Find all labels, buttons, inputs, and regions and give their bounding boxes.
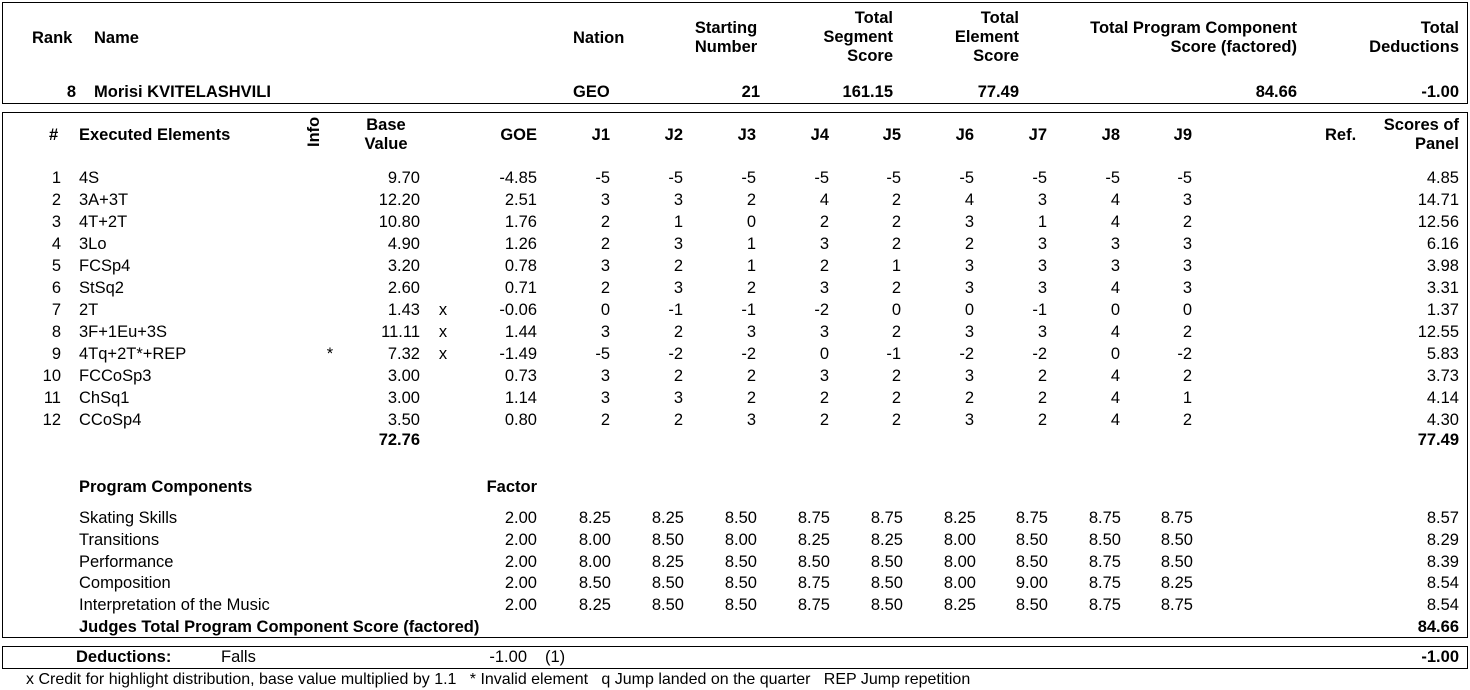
- component-row: [0, 553, 1470, 575]
- elements-score-total: 77.49: [1417, 431, 1459, 449]
- element-judge-6: 2: [964, 389, 974, 407]
- element-judge-4: 2: [819, 213, 829, 231]
- judge-header-9: J9: [1173, 126, 1192, 144]
- component-judge-2: 8.25: [651, 552, 684, 571]
- deduction-type: Falls: [221, 648, 256, 666]
- component-judge-4: 8.50: [797, 552, 830, 571]
- element-judge-7: -2: [1032, 345, 1047, 363]
- element-goe: 0.78: [504, 257, 537, 275]
- element-name: CCoSp4: [79, 411, 142, 429]
- element-judge-7: 3: [1037, 191, 1047, 209]
- element-judge-3: 2: [746, 389, 756, 407]
- judge-header-2: J2: [664, 126, 683, 144]
- element-judge-2: 2: [673, 367, 683, 385]
- total-segment-score-value: 161.15: [842, 83, 893, 101]
- component-row: [0, 509, 1470, 531]
- component-judge-5: 8.50: [870, 552, 903, 571]
- element-judge-6: 0: [964, 301, 974, 319]
- element-judge-5: -1: [886, 345, 901, 363]
- component-judge-8: 8.75: [1088, 509, 1121, 527]
- component-row: [0, 596, 1470, 618]
- element-name: StSq2: [79, 279, 124, 297]
- element-judge-7: -1: [1032, 301, 1047, 319]
- element-info: *: [326, 345, 334, 363]
- element-judge-4: 3: [819, 235, 829, 253]
- element-judge-2: 3: [673, 235, 683, 253]
- component-judge-1: 8.25: [578, 596, 611, 615]
- judge-header-8: J8: [1101, 126, 1120, 144]
- component-judge-6: 8.00: [943, 552, 976, 571]
- factor-header: Factor: [486, 478, 537, 496]
- component-panel-score: 8.39: [1426, 552, 1459, 571]
- element-judge-7: -5: [1032, 169, 1047, 187]
- element-judge-9: 2: [1182, 323, 1192, 341]
- component-judge-9: 8.75: [1160, 509, 1193, 527]
- element-row: [0, 257, 1470, 279]
- name-header: Name: [94, 29, 139, 47]
- element-judge-3: -2: [741, 345, 756, 363]
- component-judge-5: 8.50: [870, 596, 903, 615]
- element-judge-6: 3: [964, 279, 974, 297]
- base-value-header: Base Value: [364, 116, 408, 153]
- total-pcs-header: Total Program Component Score (factored): [1090, 19, 1297, 56]
- element-judge-6: 3: [964, 411, 974, 429]
- total-element-score-value: 77.49: [977, 83, 1019, 101]
- component-judge-4: 8.75: [797, 574, 830, 593]
- element-judge-6: -2: [959, 345, 974, 363]
- judge-header-4: J4: [810, 126, 829, 144]
- element-judge-3: 2: [746, 279, 756, 297]
- element-name: 3Lo: [79, 235, 107, 253]
- element-base-value: 2.60: [387, 279, 420, 297]
- element-row: [0, 213, 1470, 235]
- element-judge-1: 2: [600, 411, 610, 429]
- element-number: 5: [51, 257, 61, 275]
- component-judge-7: 8.50: [1015, 552, 1048, 571]
- base-value-total: 72.76: [378, 431, 420, 449]
- element-row: [0, 279, 1470, 301]
- element-judge-5: 1: [891, 257, 901, 275]
- element-number: 1: [51, 169, 61, 187]
- deductions-label: Deductions:: [76, 648, 172, 666]
- component-judge-1: 8.25: [578, 509, 611, 527]
- element-judge-1: 3: [600, 191, 610, 209]
- element-number: 11: [43, 389, 61, 407]
- element-judge-1: 3: [600, 367, 610, 385]
- element-goe: 2.51: [504, 191, 537, 209]
- element-judge-9: 2: [1182, 411, 1192, 429]
- element-judge-4: 3: [819, 367, 829, 385]
- component-judge-9: 8.50: [1160, 530, 1193, 549]
- component-panel-score: 8.57: [1426, 509, 1459, 527]
- element-base-value: 10.80: [378, 213, 420, 231]
- element-base-value: 11.11: [381, 323, 420, 341]
- element-judge-8: 4: [1110, 213, 1120, 231]
- component-judge-3: 8.50: [724, 574, 757, 593]
- component-judge-9: 8.25: [1160, 574, 1193, 593]
- component-judge-1: 8.50: [578, 574, 611, 593]
- element-judge-5: 2: [891, 279, 901, 297]
- judge-header-3: J3: [737, 126, 756, 144]
- component-judge-8: 8.50: [1088, 530, 1121, 549]
- component-judge-5: 8.25: [870, 530, 903, 549]
- element-number: 12: [42, 411, 61, 429]
- element-judge-9: 3: [1182, 279, 1192, 297]
- component-panel-score: 8.54: [1426, 574, 1459, 593]
- element-judge-8: 4: [1110, 367, 1120, 385]
- element-judge-1: 2: [600, 235, 610, 253]
- element-name: 3A+3T: [79, 191, 129, 209]
- element-goe: 1.76: [504, 213, 537, 231]
- element-base-value: 4.90: [387, 235, 420, 253]
- element-judge-4: 2: [819, 257, 829, 275]
- element-goe: -4.85: [499, 169, 537, 187]
- total-deductions-header: Total Deductions: [1369, 19, 1459, 56]
- element-panel-score: 6.16: [1426, 235, 1459, 253]
- element-goe: 1.14: [504, 389, 537, 407]
- component-judge-3: 8.00: [724, 530, 757, 549]
- element-number: 8: [51, 323, 61, 341]
- element-judge-2: 2: [673, 411, 683, 429]
- deduction-value: -1.00: [489, 648, 527, 666]
- component-name: Interpretation of the Music: [79, 596, 270, 615]
- element-judge-8: 0: [1110, 345, 1120, 363]
- component-panel-score: 8.54: [1426, 596, 1459, 615]
- element-judge-1: 0: [600, 301, 610, 319]
- element-base-value: 3.00: [387, 367, 420, 385]
- component-judge-2: 8.50: [651, 530, 684, 549]
- element-row: [0, 301, 1470, 323]
- component-judge-7: 9.00: [1015, 574, 1048, 593]
- component-judge-3: 8.50: [724, 509, 757, 527]
- element-goe: 1.26: [504, 235, 537, 253]
- element-goe: 0.80: [504, 411, 537, 429]
- element-judge-6: 3: [964, 213, 974, 231]
- element-panel-score: 3.73: [1426, 367, 1459, 385]
- element-base-value: 12.20: [378, 191, 420, 209]
- element-panel-score: 1.37: [1426, 301, 1459, 319]
- total-segment-score-header: Total Segment Score: [823, 9, 893, 65]
- element-judge-6: 2: [964, 235, 974, 253]
- element-number: 2: [51, 191, 61, 209]
- element-judge-3: 1: [746, 257, 756, 275]
- component-judge-8: 8.75: [1088, 596, 1121, 615]
- component-row: [0, 574, 1470, 596]
- starting-number-value: 21: [741, 83, 760, 101]
- element-name: ChSq1: [79, 389, 130, 407]
- element-judge-4: 3: [819, 323, 829, 341]
- element-judge-9: 2: [1182, 213, 1192, 231]
- ref-header: Ref.: [1325, 126, 1357, 144]
- element-judge-8: -5: [1105, 169, 1120, 187]
- element-number-header: #: [49, 126, 59, 144]
- component-name: Transitions: [79, 530, 160, 549]
- total-pcs-value: 84.66: [1255, 83, 1297, 101]
- element-judge-4: 0: [819, 345, 829, 363]
- element-judge-2: 3: [673, 191, 683, 209]
- element-judge-1: 3: [600, 257, 610, 275]
- element-judge-6: -5: [959, 169, 974, 187]
- element-judge-4: -5: [814, 169, 829, 187]
- element-judge-4: 2: [819, 411, 829, 429]
- element-judge-7: 3: [1037, 257, 1047, 275]
- nation-value: GEO: [573, 83, 610, 101]
- info-header: Info: [305, 116, 323, 147]
- element-judge-2: -2: [668, 345, 683, 363]
- element-name: 3F+1Eu+3S: [79, 323, 168, 341]
- element-judge-8: 4: [1110, 191, 1120, 209]
- component-factor: 2.00: [504, 574, 537, 593]
- component-name: Composition: [79, 574, 171, 593]
- element-base-value: 3.00: [387, 389, 420, 407]
- element-judge-9: -2: [1177, 345, 1192, 363]
- element-judge-6: 3: [964, 367, 974, 385]
- skater-name: Morisi KVITELASHVILI: [94, 83, 271, 101]
- element-judge-8: 4: [1110, 389, 1120, 407]
- component-judge-5: 8.75: [870, 509, 903, 527]
- goe-header: GOE: [500, 126, 537, 144]
- element-panel-score: 14.71: [1417, 191, 1459, 209]
- total-element-score-header: Total Element Score: [954, 9, 1019, 65]
- nation-header: Nation: [573, 29, 625, 47]
- element-number: 6: [51, 279, 61, 297]
- judges-total-pcs-value: 84.66: [1417, 618, 1459, 636]
- element-judge-5: 2: [891, 213, 901, 231]
- element-judge-1: -5: [595, 169, 610, 187]
- element-judge-8: 4: [1110, 279, 1120, 297]
- judge-header-1: J1: [591, 126, 610, 144]
- element-judge-8: 3: [1110, 235, 1120, 253]
- component-factor: 2.00: [504, 596, 537, 615]
- component-judge-5: 8.50: [870, 574, 903, 593]
- element-row: [0, 345, 1470, 367]
- element-number: 9: [51, 345, 61, 363]
- component-judge-8: 8.75: [1088, 552, 1121, 571]
- element-name: 4Tq+2T*+REP: [79, 345, 187, 363]
- element-number: 3: [51, 213, 61, 231]
- element-goe: -0.06: [499, 301, 537, 319]
- judge-header-5: J5: [882, 126, 901, 144]
- element-judge-3: 3: [746, 411, 756, 429]
- element-judge-5: -5: [886, 169, 901, 187]
- element-panel-score: 4.14: [1426, 389, 1459, 407]
- element-judge-4: -2: [814, 301, 829, 319]
- element-row: [0, 323, 1470, 345]
- judge-header-7: J7: [1028, 126, 1047, 144]
- deductions-total: -1.00: [1421, 648, 1459, 666]
- element-judge-2: 3: [673, 389, 683, 407]
- element-panel-score: 3.98: [1426, 257, 1459, 275]
- component-judge-8: 8.75: [1088, 574, 1121, 593]
- component-judge-4: 8.25: [797, 530, 830, 549]
- component-name: Skating Skills: [79, 509, 178, 527]
- element-base-value: 1.43: [387, 301, 420, 319]
- element-row: [0, 169, 1470, 191]
- component-judge-7: 8.50: [1015, 530, 1048, 549]
- element-judge-9: 2: [1182, 367, 1192, 385]
- footnote: x Credit for highlight distribution, base value multiplied by 1.1 * Invalid element q Jump landed on the quarter REP Jump repetition: [26, 671, 971, 688]
- component-judge-1: 8.00: [578, 530, 611, 549]
- element-judge-8: 3: [1110, 257, 1120, 275]
- element-judge-3: 2: [746, 191, 756, 209]
- element-judge-8: 4: [1110, 411, 1120, 429]
- element-judge-1: 3: [600, 389, 610, 407]
- element-panel-score: 12.56: [1417, 213, 1459, 231]
- element-name: FCCoSp3: [79, 367, 152, 385]
- element-goe: -1.49: [499, 345, 537, 363]
- total-deductions-value: -1.00: [1421, 83, 1459, 101]
- element-judge-2: 2: [673, 323, 683, 341]
- component-judge-2: 8.25: [651, 509, 684, 527]
- element-judge-9: 1: [1182, 389, 1192, 407]
- element-bonus-mark: x: [438, 301, 448, 319]
- element-panel-score: 5.83: [1426, 345, 1459, 363]
- rank-header: Rank: [32, 29, 73, 47]
- element-name: 2T: [79, 301, 99, 319]
- element-judge-6: 4: [964, 191, 974, 209]
- element-judge-3: 0: [746, 213, 756, 231]
- element-judge-2: 3: [673, 279, 683, 297]
- element-panel-score: 12.55: [1417, 323, 1459, 341]
- component-name: Performance: [79, 552, 174, 571]
- element-name: 4T+2T: [79, 213, 128, 231]
- element-judge-1: -5: [595, 345, 610, 363]
- component-judge-6: 8.00: [943, 574, 976, 593]
- element-judge-7: 3: [1037, 235, 1047, 253]
- element-judge-9: 3: [1182, 257, 1192, 275]
- element-panel-score: 4.85: [1426, 169, 1459, 187]
- element-judge-5: 2: [891, 367, 901, 385]
- element-judge-5: 2: [891, 389, 901, 407]
- element-row: [0, 367, 1470, 389]
- component-judge-4: 8.75: [797, 509, 830, 527]
- element-base-value: 9.70: [387, 169, 420, 187]
- element-goe: 0.71: [504, 279, 537, 297]
- judge-header-6: J6: [955, 126, 974, 144]
- element-judge-2: 1: [673, 213, 683, 231]
- element-panel-score: 3.31: [1426, 279, 1459, 297]
- component-judge-3: 8.50: [724, 596, 757, 615]
- element-row: [0, 191, 1470, 213]
- element-row: [0, 389, 1470, 411]
- element-judge-1: 2: [600, 213, 610, 231]
- judges-total-pcs-label: Judges Total Program Component Score (factored): [79, 618, 480, 636]
- element-judge-4: 3: [819, 279, 829, 297]
- component-judge-1: 8.00: [578, 552, 611, 571]
- component-judge-2: 8.50: [651, 574, 684, 593]
- starting-number-header: Starting Number: [694, 19, 758, 56]
- element-name: 4S: [79, 169, 100, 187]
- element-judge-6: 3: [964, 257, 974, 275]
- element-judge-9: 0: [1182, 301, 1192, 319]
- program-components-header: Program Components: [79, 478, 253, 496]
- element-judge-5: 0: [891, 301, 901, 319]
- element-row: [0, 235, 1470, 257]
- element-judge-7: 2: [1037, 389, 1047, 407]
- element-goe: 0.73: [504, 367, 537, 385]
- component-judge-6: 8.25: [943, 596, 976, 615]
- deduction-count: (1): [545, 648, 566, 666]
- component-judge-4: 8.75: [797, 596, 830, 615]
- element-judge-8: 0: [1110, 301, 1120, 319]
- element-judge-9: 3: [1182, 235, 1192, 253]
- component-factor: 2.00: [504, 509, 537, 527]
- element-judge-4: 4: [819, 191, 829, 209]
- element-judge-5: 2: [891, 191, 901, 209]
- element-judge-2: -1: [668, 301, 683, 319]
- element-judge-7: 3: [1037, 323, 1047, 341]
- element-judge-5: 2: [891, 411, 901, 429]
- element-row: [0, 411, 1470, 433]
- element-judge-4: 2: [819, 389, 829, 407]
- element-bonus-mark: x: [438, 345, 448, 363]
- component-judge-7: 8.75: [1015, 509, 1048, 527]
- element-judge-5: 2: [891, 323, 901, 341]
- element-judge-3: -5: [741, 169, 756, 187]
- element-base-value: 3.50: [387, 411, 420, 429]
- element-judge-1: 3: [600, 323, 610, 341]
- element-judge-3: 3: [746, 323, 756, 341]
- component-judge-9: 8.75: [1160, 596, 1193, 615]
- component-factor: 2.00: [504, 530, 537, 549]
- element-judge-6: 3: [964, 323, 974, 341]
- element-judge-1: 2: [600, 279, 610, 297]
- element-judge-2: -5: [668, 169, 683, 187]
- element-judge-7: 2: [1037, 411, 1047, 429]
- element-judge-8: 4: [1110, 323, 1120, 341]
- element-judge-9: 3: [1182, 191, 1192, 209]
- element-bonus-mark: x: [438, 323, 448, 341]
- element-panel-score: 4.30: [1426, 411, 1459, 429]
- element-base-value: 3.20: [387, 257, 420, 275]
- element-judge-3: 2: [746, 367, 756, 385]
- element-number: 4: [51, 235, 61, 253]
- component-judge-9: 8.50: [1160, 552, 1193, 571]
- element-judge-7: 2: [1037, 367, 1047, 385]
- component-judge-2: 8.50: [651, 596, 684, 615]
- element-judge-9: -5: [1177, 169, 1192, 187]
- component-panel-score: 8.29: [1426, 530, 1459, 549]
- element-judge-5: 2: [891, 235, 901, 253]
- element-name: FCSp4: [79, 257, 131, 275]
- component-factor: 2.00: [504, 552, 537, 571]
- element-judge-7: 1: [1037, 213, 1047, 231]
- element-base-value: 7.32: [387, 345, 420, 363]
- element-judge-3: 1: [746, 235, 756, 253]
- component-judge-6: 8.00: [943, 530, 976, 549]
- rank-value: 8: [66, 83, 76, 101]
- element-goe: 1.44: [504, 323, 537, 341]
- scores-of-panel-header: Scores of Panel: [1383, 116, 1459, 153]
- component-judge-3: 8.50: [724, 552, 757, 571]
- element-number: 7: [51, 301, 61, 319]
- component-row: [0, 531, 1470, 553]
- component-judge-7: 8.50: [1015, 596, 1048, 615]
- executed-elements-header: Executed Elements: [79, 126, 231, 144]
- element-number: 10: [42, 367, 61, 385]
- element-judge-3: -1: [741, 301, 756, 319]
- component-judge-6: 8.25: [943, 509, 976, 527]
- element-judge-2: 2: [673, 257, 683, 275]
- element-judge-7: 3: [1037, 279, 1047, 297]
